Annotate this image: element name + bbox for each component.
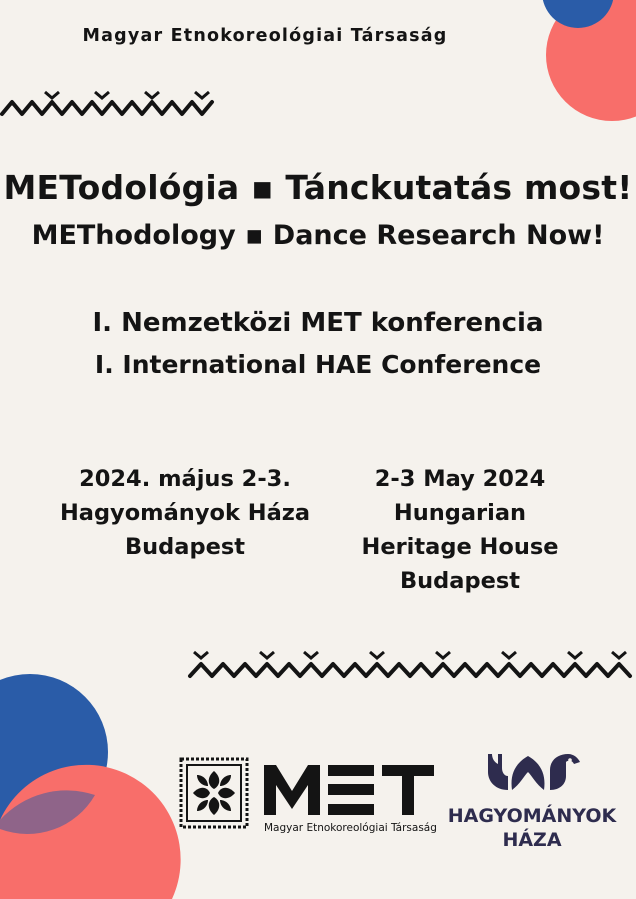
blue-circle-top [542, 0, 614, 28]
hh-logo-line2: HÁZA [502, 829, 562, 851]
tulip-icon-left [488, 754, 508, 790]
bird-icon-right [550, 754, 580, 790]
circle-overlap-bottom [0, 790, 95, 834]
hh-logo-line1: HAGYOMÁNYOK [447, 805, 617, 827]
date-english: 2-3 May 2024 [374, 466, 546, 492]
blue-circle-bottom [0, 674, 108, 830]
conference-hungarian: I. Nemzetközi MET konferencia [92, 308, 544, 338]
city-hungarian: Budapest [125, 534, 245, 560]
details-hungarian [40, 462, 330, 564]
zigzag-ornament-bottom [186, 648, 636, 690]
zigzag-ornament-top [0, 88, 230, 128]
hagyomanyok-haza-logo [447, 746, 620, 856]
venue-english-line1: Hungarian [393, 500, 527, 526]
city-english: Budapest [400, 568, 520, 594]
met-logo [262, 757, 442, 837]
venue-english-line2: Heritage House [361, 534, 559, 560]
organization-name: Magyar Etnokoreológiai Társaság [82, 26, 448, 46]
coral-circle-bottom [0, 765, 181, 899]
folk-ornament-logo [179, 757, 249, 829]
title-english: METhodology ▪ Dance Research Now! [31, 220, 605, 251]
conference-english: I. International HAE Conference [94, 350, 542, 379]
tulip-icon-middle [512, 756, 545, 790]
met-logo-subtitle: Magyar Etnokoreológiai Társaság [264, 822, 437, 834]
coral-circle-top [546, 0, 636, 121]
venue-hungarian: Hagyományok Háza [59, 500, 311, 526]
title-hungarian: METodológia ▪ Tánckutatás most! [3, 168, 633, 207]
date-hungarian: 2024. május 2-3. [79, 466, 291, 492]
details-english [330, 462, 590, 598]
